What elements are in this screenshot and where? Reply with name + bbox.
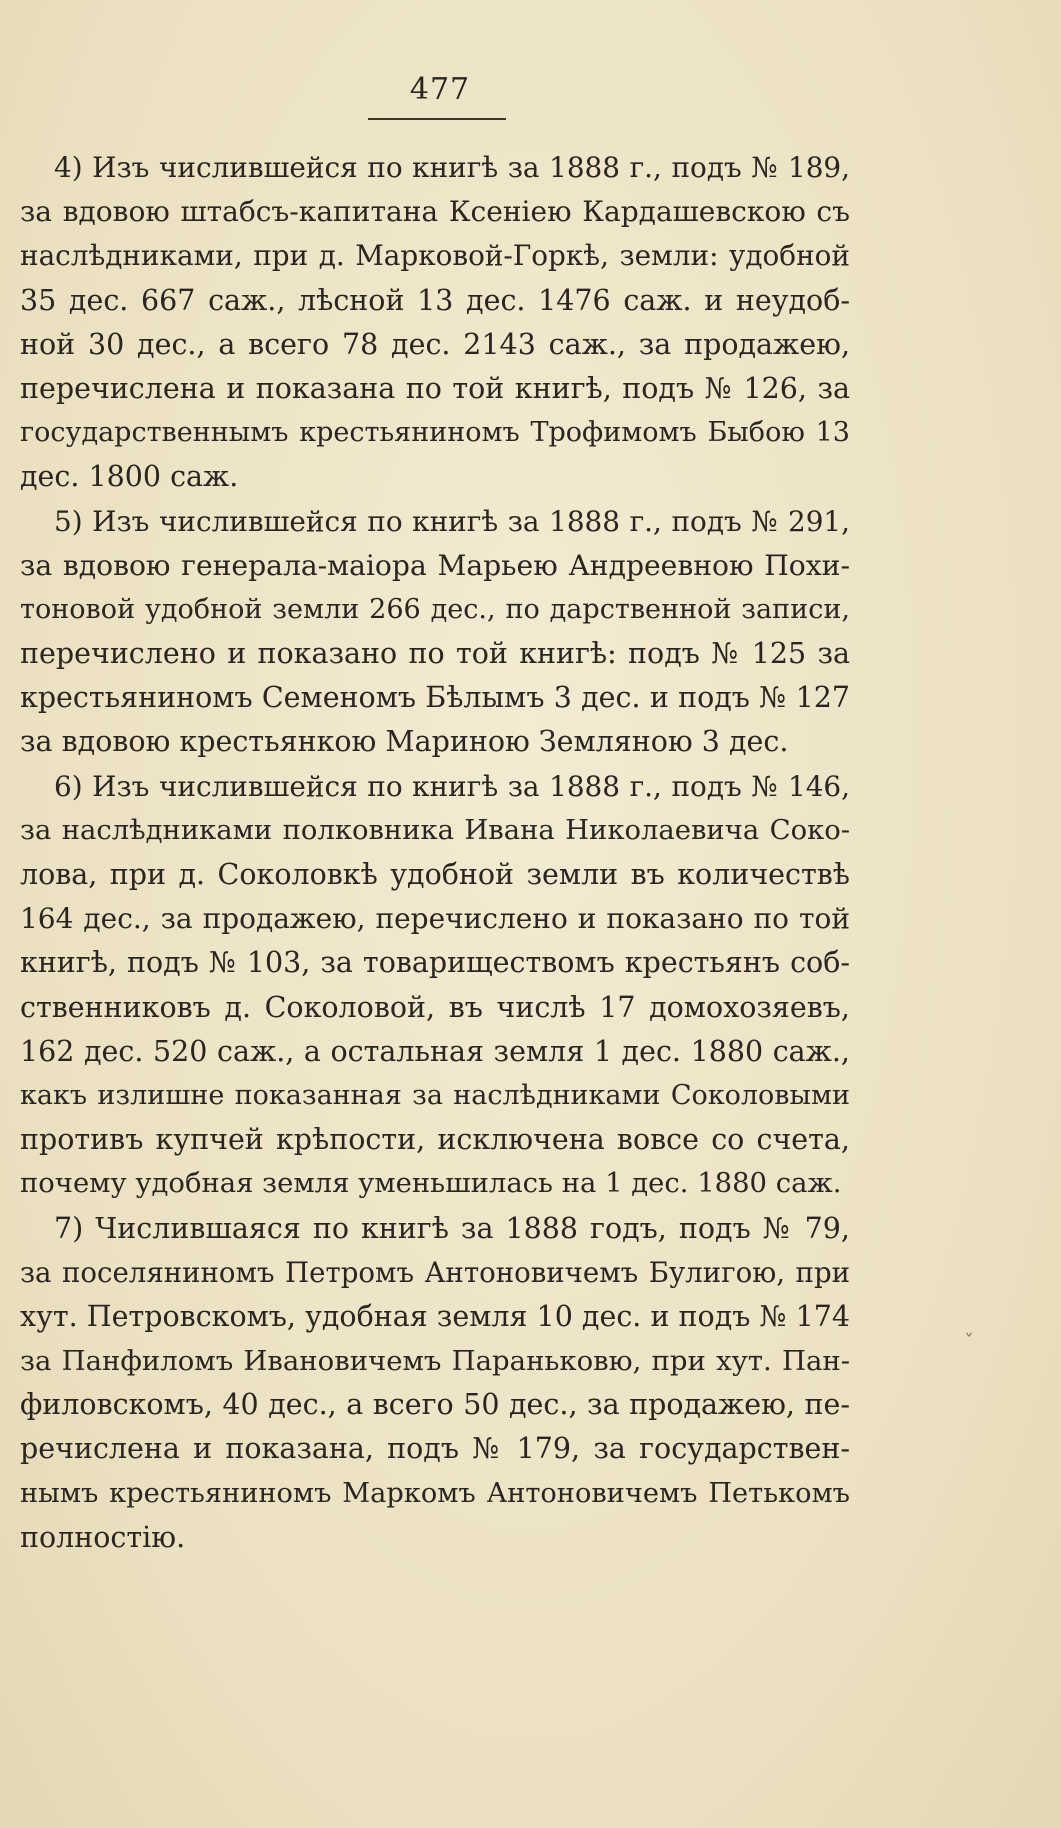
page-number-rule [368, 118, 506, 120]
text-line: лова, при д. Соколовкѣ удобной земли въ количествѣ [20, 858, 850, 891]
text-line: почему удобная земля уменьшилась на 1 дес. 1880 саж. [20, 1168, 842, 1200]
text-line: 7) Числившаяся по книгѣ за 1888 годъ, подъ № 79, [54, 1211, 850, 1245]
text-line: филовскомъ, 40 дес., а всего 50 дес., за продажею, пе- [20, 1388, 850, 1422]
text-line: противъ купчей крѣпости, исключена вовсе со счета, [20, 1123, 850, 1157]
text-line: 164 дес., за продажею, перечислено и показано по той [20, 902, 850, 936]
paragraph-5 [20, 500, 850, 765]
text-line: хут. Петровскомъ, удобная земля 10 дес. и подъ № 174 [20, 1299, 850, 1333]
text-line: книгѣ, подъ № 103, за товариществомъ крестьянъ соб- [20, 946, 850, 980]
text-line: за Панфиломъ Ивановичемъ Параньковю, при хут. Пан- [20, 1345, 850, 1378]
text-line: дес. 1800 саж. [20, 460, 239, 494]
text-line: перечислена и показана по той книгѣ, подъ № 126, за [20, 371, 850, 405]
text-line: речислена и показана, подъ № 179, за государствен- [20, 1432, 850, 1466]
text-line: нымъ крестьяниномъ Маркомъ Антоновичемъ Петькомъ [20, 1477, 850, 1509]
text-line: тоновой удобной земли 266 дес., по дарственной записи, [20, 593, 850, 625]
paragraph-6 [20, 765, 850, 1207]
paragraph-7 [20, 1207, 850, 1561]
margin-mark: ˇ [964, 1330, 974, 1354]
text-line: за поселяниномъ Петромъ Антоновичемъ Булигою, при [20, 1255, 850, 1289]
text-line: за вдовою штабсъ-капитана Ксеніею Кардашевскою съ [20, 195, 850, 229]
page-number: 477 [409, 72, 471, 107]
text-line: 35 дес. 667 саж., лѣсной 13 дес. 1476 саж. и неудоб- [20, 283, 850, 317]
text-line: ственниковъ д. Соколовой, въ числѣ 17 домохозяевъ, [20, 990, 850, 1024]
paragraph-4 [20, 146, 850, 500]
text-line: 5) Изъ числившейся по книгѣ за 1888 г., подъ № 291, [54, 504, 850, 538]
text-line: перечислено и показано по той книгѣ: подъ № 125 за [20, 637, 850, 671]
text-line: полностію. [20, 1520, 186, 1554]
text-line: наслѣдниками, при д. Марковой-Горкѣ, земли: удобной [20, 239, 850, 273]
text-line: 6) Изъ числившейся по книгѣ за 1888 г., подъ № 146, [54, 769, 850, 803]
text-line: государственнымъ крестьяниномъ Трофимомъ Быбою 13 [20, 417, 850, 449]
text-line: крестьяниномъ Семеномъ Бѣлымъ 3 дес. и подъ № 127 [20, 681, 850, 715]
text-line: за вдовою крестьянкою Мариною Земляною 3 дес. [20, 725, 789, 759]
text-line: за наслѣдниками полковника Ивана Николаевича Соко- [20, 814, 850, 846]
text-line: за вдовою генерала-маіора Марьею Андреевною Похи- [20, 548, 850, 582]
text-line: ной 30 дес., а всего 78 дес. 2143 саж., за продажею, [20, 327, 850, 361]
text-line: 4) Изъ числившейся по книгѣ за 1888 г., подъ № 189, [54, 151, 850, 184]
body-text [20, 146, 850, 1560]
text-line: 162 дес. 520 саж., а остальная земля 1 дес. 1880 саж., [20, 1034, 850, 1068]
text-line: какъ излишне показанная за наслѣдниками Соколовыми [20, 1079, 850, 1111]
